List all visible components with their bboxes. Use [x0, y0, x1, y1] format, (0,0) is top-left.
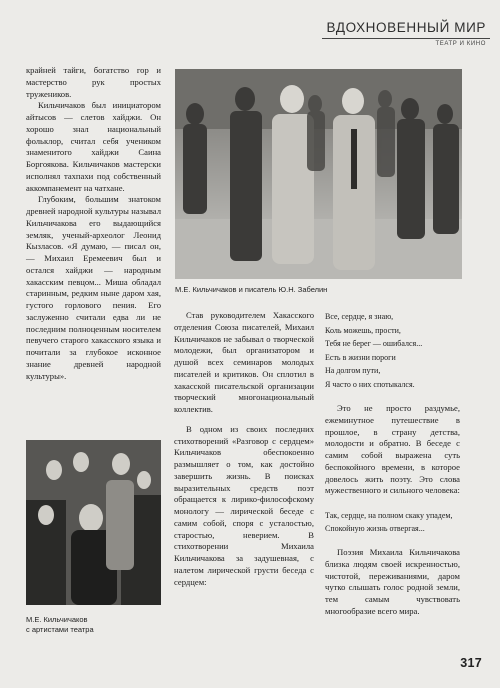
caption-line: М.Е. Кильчичаков	[26, 615, 88, 624]
photo-with-theatre-actors	[26, 440, 161, 605]
header-rule	[322, 38, 490, 39]
photo-kilchichakov-zabelin	[175, 69, 462, 279]
text-column-3	[325, 310, 460, 618]
photo-caption-top: М.Е. Кильчичаков и писатель Ю.Н. Забелин	[175, 285, 328, 294]
paragraph: В одном из своих последних стихотворений «Разговор с сердцем» Кильчичаков обеспокоенно размышляет о том, как достойно завершить жизнь. В поисках выразительных средств поэт обращается к лирико-философскому монологу — лирической беседе с самим собой, споря с усталостью, старостью, неверием. В стихотворении Михаила Кильчичакова за задушевная, с налетом лирической грусти беседа с сердцем:	[174, 423, 314, 587]
poem-line: Все, сердце, я знаю,	[325, 312, 394, 321]
section-title: ВДОХНОВЕННЫЙ МИР	[326, 20, 486, 35]
paragraph: Глубоким, большим знатоком древней народной культуры называл Кильчичакова его выдающийся земляк, ученый-археолог Леонид Кызласов. «Я думаю, — писал он, — Михаил Еремеевич был и остался хайджи — народным хакасским певцом... Миша обладал старинным, редким ныне даром хая, густого горлового пения. Его заслуженно считали едва ли не последним полноценным носителем певучего старого хакасского языка и почитали за глубокое исконное знание древней народной культуры».	[26, 194, 161, 381]
paragraph: Став руководителем Хакасского отделения Союза писателей, Михаил Кильчичаков не забывал о творческой молодежи, был организатором и душой всех семинаров молодых писателей и критиков. Он сплотил в хакасской писательской организации творческий многонациональный коллектив.	[174, 310, 314, 414]
page-number: 317	[460, 656, 482, 670]
poem-line: Я часто о них спотыкался.	[325, 379, 415, 389]
poem-line: Так, сердце, на полном скаку упадем,	[325, 511, 453, 520]
poem-line: Есть в жизни пороги	[325, 352, 396, 362]
caption-line: с артистами театра	[26, 625, 94, 634]
paragraph: Это не просто раздумье, ежеминутное путешествие в прошлое, в страну детства, молодости и обратно. В беседе с самим собой выражена суть беспокойного времени, в которое довелось жить поэту. Это слова мужественного и сильного человека:	[325, 403, 460, 496]
paragraph: крайней тайги, богатство гор и мастерство рук простых тружеников.	[26, 65, 161, 99]
paragraph: Кильчичаков был инициатором айтысов — слетов хайджи. Он хорошо знал национальный фольклор, считал себя учеником знаменитого хайджи Саина Боргоякова. Кильчичаков мастерски исполнял тахпахи под собственный аккомпанемент на чатхане.	[26, 100, 161, 193]
crowd-photo-illustration	[175, 69, 462, 279]
text-column-2	[174, 310, 314, 588]
photo-caption-bottom	[26, 615, 94, 635]
section-subtitle: ТЕАТР И КИНО	[435, 41, 486, 47]
poem-line: На долгом пути,	[325, 366, 381, 375]
paragraph: Поэзия Михаила Кильчичакова близка людям своей искренностью, чистотой, переживаниями, даром чутко слышать голос родной земли, тем самым чувствовать многообразие всего мира.	[325, 547, 460, 616]
group-photo-illustration	[26, 440, 161, 605]
poem-line: Тебя не берег — ошибался...	[325, 339, 423, 348]
poem-line: Спокойную жизнь отвергая...	[325, 524, 425, 533]
text-column-1	[26, 65, 161, 382]
poem-line: Коль можешь, прости,	[325, 325, 401, 335]
